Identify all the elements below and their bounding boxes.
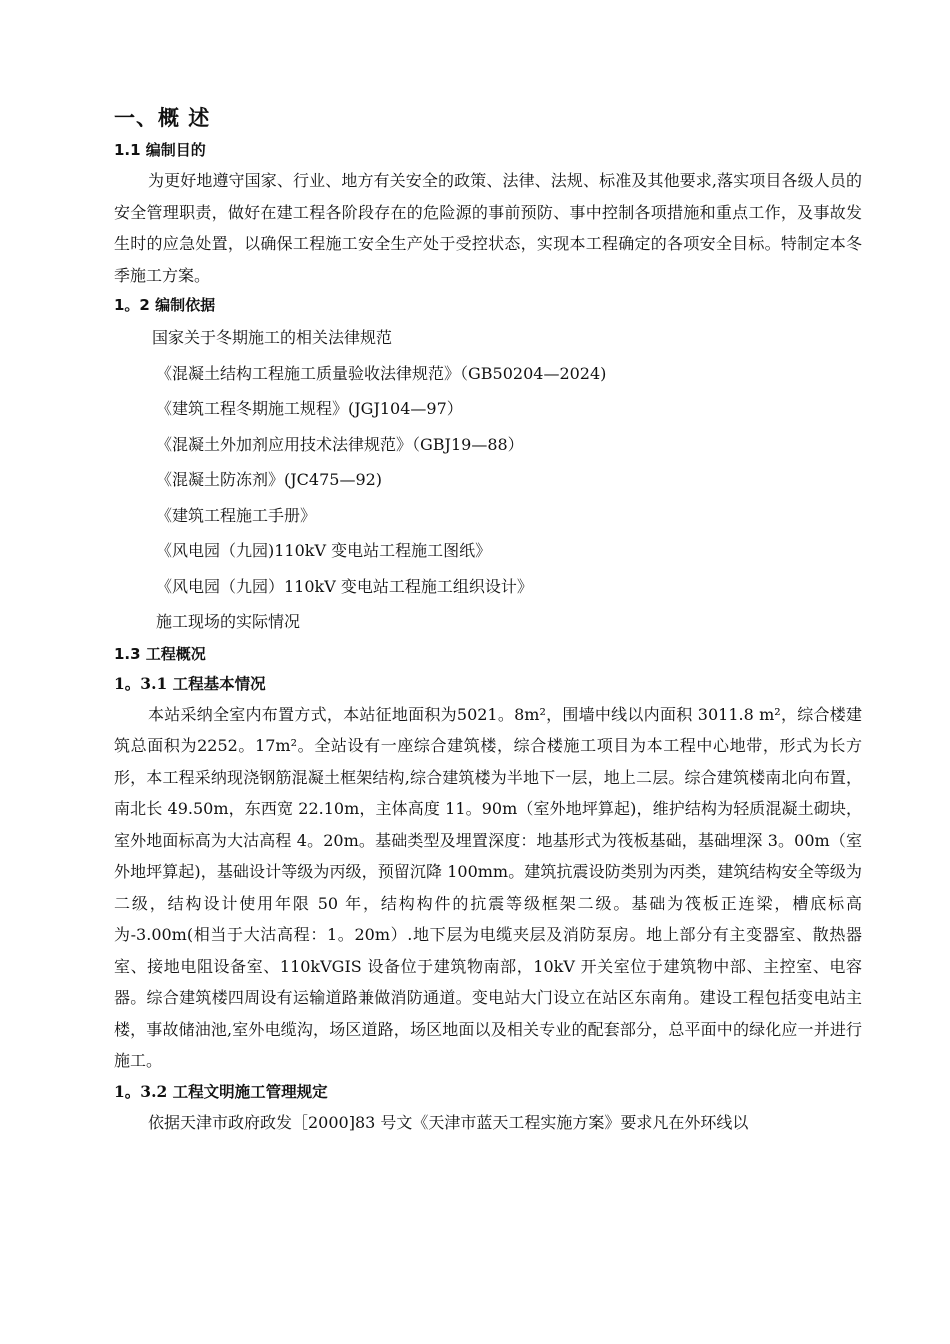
- reference-item: 《建筑工程施工手册》: [156, 505, 317, 525]
- reference-item: 国家关于冬期施工的相关法律规范: [152, 328, 393, 347]
- reference-list: [114, 320, 862, 640]
- paragraph-civilized-construction: 依据天津市政府政发［2000]83 号文《天津市蓝天工程实施方案》要求凡在外环线以: [148, 1112, 749, 1132]
- heading-1-1: 1.1 编制目的: [114, 141, 206, 159]
- section-title: 一、概 述: [114, 106, 211, 130]
- heading-1-3-2: 1。3.2 工程文明施工管理规定: [114, 1081, 328, 1101]
- reference-item: 《混凝土结构工程施工质量验收法律规范》（GB50204—2024): [156, 363, 607, 383]
- reference-item: 《风电园（九园)110kV 变电站工程施工图纸》: [156, 541, 492, 560]
- heading-1-3: 1.3 工程概况: [114, 644, 206, 663]
- reference-item: 《建筑工程冬期施工规程》(JGJ104—97）: [156, 399, 463, 418]
- paragraph-purpose: 为更好地遵守国家、行业、地方有关安全的政策、法律、法规、标准及其他要求,落实项目各级人员的安全管理职责，做好在建工程各阶段存在的危险源的事前预防、事中控制各项措施和重点工作，及事故发生时的应急处置，以确保工程施工安全生产处于受控状态，实现本工程确定的各项安全目标。特制定本冬季施工方案。: [114, 171, 862, 285]
- reference-item: 《混凝土防冻剂》(JC475—92): [156, 470, 383, 489]
- heading-1-3-1: 1。3.1 工程基本情况: [114, 673, 266, 693]
- document-page: [114, 100, 862, 1138]
- heading-1-2: 1。2 编制依据: [114, 296, 216, 314]
- reference-item: 《风电园（九园）110kV 变电站工程施工组织设计》: [156, 576, 533, 596]
- paragraph-project-basics: 本站采纳全室内布置方式，本站征地面积为5021。8m²，围墙中线以内面积 3011.8 m²，综合楼建筑总面积为2252。17m²。全站设有一座综合建筑楼，综合楼施工项目为本工程中心地带，形式为长方形，本工程采纳现浇钢筋混凝土框架结构,综合建筑楼为半地下一层，地上二层。综合建筑楼南北向布置，南北长 49.50m，东西宽 22.10m，主体高度 11。90m（室外地坪算起)，维护结构为轻质混凝土砌块，室外地面标高为大沽高程 4。20m。基础类型及埋置深度：地基形式为筏板基础，基础埋深 3。00m（室外地坪算起)，基础设计等级为丙级，预留沉降 100mm。建筑抗震设防类别为丙类，建筑结构安全等级为二级，结构设计使用年限 50 年，结构构件的抗震等级框架二级。基础为筏板正连梁，槽底标高为-3.00m(相当于大沽高程：1。20m）.地下层为电缆夹层及消防泵房。地上部分有主变器室、散热器室、接地电阻设备室、110kVGIS 设备位于建筑物南部，10kV 开关室位于建筑物中部、主控室、电容器。综合建筑楼四周设有运输道路兼做消防通道。变电站大门设立在站区东南角。建设工程包括变电站主楼，事故储油池,室外电缆沟，场区道路，场区地面以及相关专业的配套部分，总平面中的绿化应一并进行施工。: [114, 704, 862, 1070]
- reference-item: 施工现场的实际情况: [156, 612, 301, 631]
- reference-item: 《混凝土外加剂应用技术法律规范》（GBJ19—88）: [156, 434, 524, 454]
